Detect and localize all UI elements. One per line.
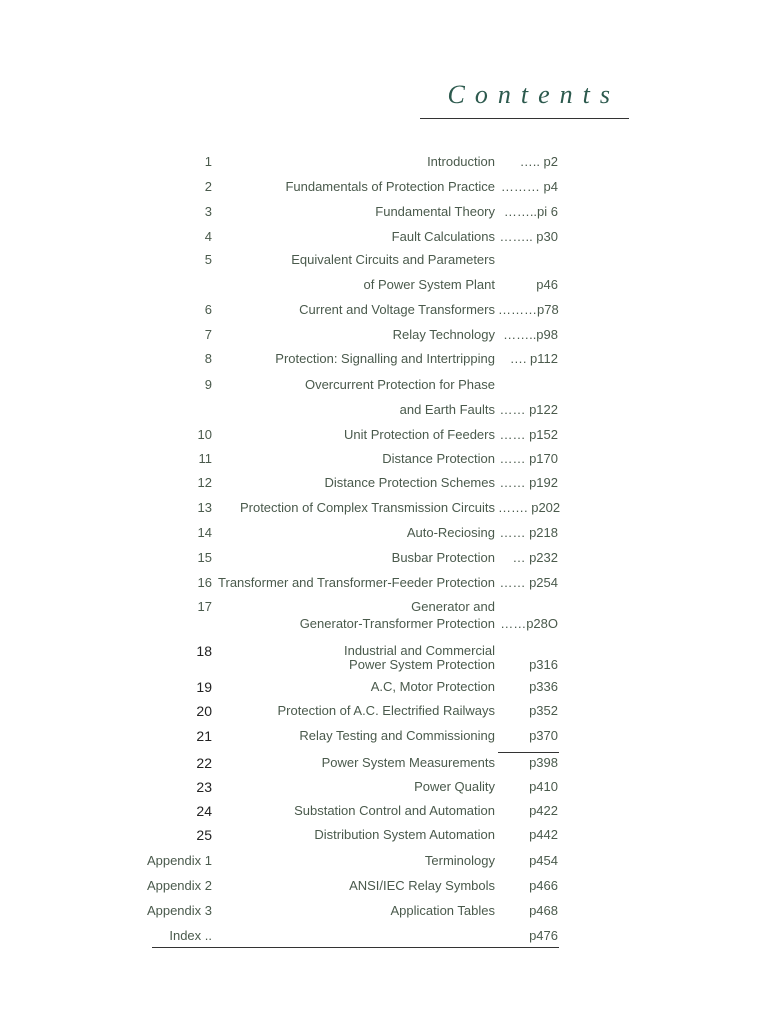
toc-entry[interactable]	[0, 827, 768, 843]
toc-entry-title: Auto-Reciosing	[406, 525, 495, 540]
toc-entry-page: …… p170	[499, 451, 558, 466]
toc-entry[interactable]	[0, 229, 768, 245]
toc-entry-title: A.C, Motor Protection	[370, 679, 495, 694]
toc-entry[interactable]	[0, 525, 768, 541]
toc-entry[interactable]	[0, 154, 768, 170]
toc-entry-number: 24	[196, 803, 212, 819]
toc-entry-page: p46	[536, 277, 558, 292]
toc-entry-page: …… p152	[499, 427, 558, 442]
bottom-rule	[152, 947, 559, 948]
toc-entry-page: ….. p2	[519, 154, 558, 169]
toc-entry-page: p468	[529, 903, 558, 918]
toc-entry-number: 21	[196, 728, 212, 744]
toc-entry-page: p336	[529, 679, 558, 694]
toc-entry[interactable]	[0, 550, 768, 566]
toc-entry-title: Generator-Transformer Protection	[299, 616, 495, 631]
toc-entry[interactable]	[0, 204, 768, 220]
toc-entry[interactable]	[0, 475, 768, 491]
toc-entry-title: Current and Voltage Transformers	[299, 302, 495, 317]
toc-entry-number: 22	[196, 755, 212, 771]
toc-entry-page: p370	[529, 728, 558, 743]
toc-entry[interactable]	[0, 616, 768, 632]
toc-entry-title: Power System Protection	[349, 657, 495, 672]
toc-entry-title: Protection: Signalling and Intertripping	[275, 351, 495, 366]
toc-entry-number: 12	[197, 475, 212, 490]
toc-entry-page: p352	[529, 703, 558, 718]
toc-entry-page: …….. p30	[499, 229, 558, 244]
toc-entry-title: of Power System Plant	[363, 277, 495, 292]
toc-entry-number: 11	[198, 451, 212, 466]
toc-entry-title: and Earth Faults	[399, 402, 495, 417]
toc-entry-page: …… p122	[499, 402, 558, 417]
toc-entry-page: ………p78	[498, 302, 559, 317]
toc-entry-title: Fundamental Theory	[375, 204, 495, 219]
toc-entry-page: ……..pi 6	[503, 204, 558, 219]
toc-entry-number: 1	[204, 154, 212, 169]
toc-entry[interactable]	[0, 657, 768, 673]
toc-entry-number: 14	[197, 525, 212, 540]
toc-entry-page: …… p192	[499, 475, 558, 490]
toc-entry[interactable]	[0, 327, 768, 343]
toc-entry-title: Introduction	[427, 154, 495, 169]
toc-entry[interactable]	[0, 302, 768, 318]
toc-entry-page: …. p112	[509, 351, 558, 366]
toc-entry-page: p442	[529, 827, 558, 842]
toc-entry[interactable]	[0, 451, 768, 467]
toc-entry[interactable]	[0, 427, 768, 443]
toc-entry[interactable]	[0, 179, 768, 195]
toc-entry[interactable]	[0, 878, 768, 894]
section-divider	[498, 752, 559, 753]
toc-entry-number: 18	[196, 643, 212, 659]
toc-entry[interactable]	[0, 779, 768, 795]
toc-entry-page: …… p218	[499, 525, 558, 540]
toc-entry-title: Generator and	[411, 599, 495, 614]
toc-entry-title: Distance Protection Schemes	[324, 475, 495, 490]
toc-entry[interactable]	[0, 903, 768, 919]
toc-entry-number: 23	[196, 779, 212, 795]
toc-entry-title: Unit Protection of Feeders	[343, 427, 495, 442]
toc-entry-title: Busbar Protection	[391, 550, 495, 565]
toc-entry-title: ANSI/IEC Relay Symbols	[349, 878, 495, 893]
toc-entry[interactable]	[0, 679, 768, 695]
toc-entry[interactable]	[0, 500, 768, 516]
toc-entry[interactable]	[0, 703, 768, 719]
toc-entry-number: 3	[204, 204, 212, 219]
toc-entry[interactable]	[0, 402, 768, 418]
toc-entry-title: Relay Testing and Commissioning	[299, 728, 495, 743]
toc-entry-title: Industrial and Commercial	[343, 643, 495, 658]
toc-entry-number: Appendix 3	[146, 903, 212, 918]
toc-entry-page: … p232	[512, 550, 558, 565]
toc-entry-number: 2	[204, 179, 212, 194]
toc-entry-page: p466	[529, 878, 558, 893]
toc-entry[interactable]	[0, 803, 768, 819]
toc-entry-title: Overcurrent Protection for Phase	[304, 377, 495, 392]
toc-entry-number: 5	[204, 252, 212, 267]
toc-entry-number: 13	[197, 500, 212, 515]
toc-entry-number: 4	[204, 229, 212, 244]
toc-entry-number: Appendix 1	[146, 853, 212, 868]
toc-entry[interactable]	[0, 928, 768, 944]
toc-entry-number: 20	[196, 703, 212, 719]
toc-entry-number: 8	[204, 351, 212, 366]
toc-entry-page: p316	[529, 657, 558, 672]
toc-entry-title: Substation Control and Automation	[294, 803, 495, 818]
toc-entry-number: 10	[197, 427, 212, 442]
toc-entry-page: ……. p202	[498, 500, 561, 515]
toc-entry-page: …… p254	[499, 575, 558, 590]
toc-entry-title: Terminology	[424, 853, 495, 868]
toc-entry-number: 15	[197, 550, 212, 565]
toc-entry-number: 7	[204, 327, 212, 342]
toc-entry-title: Distance Protection	[382, 451, 495, 466]
toc-entry-page: p476	[529, 928, 558, 943]
toc-entry-title: Protection of A.C. Electrified Railways	[277, 703, 495, 718]
toc-entry-number: Appendix 2	[146, 878, 212, 893]
toc-entry-page: p454	[529, 853, 558, 868]
toc-entry[interactable]	[0, 728, 768, 744]
toc-entry-title: Equivalent Circuits and Parameters	[291, 252, 495, 267]
toc-entry-title: Distribution System Automation	[314, 827, 495, 842]
toc-entry-number: 17	[197, 599, 212, 614]
toc-entry[interactable]	[0, 377, 768, 393]
toc-entry-page: p422	[529, 803, 558, 818]
toc-entry-page: p398	[529, 755, 558, 770]
toc-entry-number: Index ..	[169, 928, 212, 943]
toc-entry-number: 9	[204, 377, 212, 392]
toc-entry[interactable]	[0, 755, 768, 771]
title-underline	[420, 118, 629, 119]
toc-entry-title: Relay Technology	[392, 327, 495, 342]
toc-entry[interactable]	[0, 599, 768, 615]
toc-entry-title: Protection of Complex Transmission Circuits	[239, 500, 495, 515]
toc-entry-title: Fault Calculations	[391, 229, 495, 244]
toc-entry-page: ……… p4	[500, 179, 558, 194]
toc-entry[interactable]	[0, 575, 768, 591]
toc-entry-title: Power System Measurements	[321, 755, 495, 770]
toc-entry-number: 16	[197, 575, 212, 590]
toc-entry[interactable]	[0, 252, 768, 268]
toc-entry[interactable]	[0, 853, 768, 869]
toc-entry-page: ……p28O	[500, 616, 558, 631]
page-title: Contents	[447, 80, 620, 109]
toc-entry-number: 6	[204, 302, 212, 317]
toc-entry[interactable]	[0, 351, 768, 367]
toc-entry-number: 19	[196, 679, 212, 695]
toc-entry-page: p410	[529, 779, 558, 794]
toc-entry-title: Fundamentals of Protection Practice	[285, 179, 495, 194]
toc-entry-title: Application Tables	[390, 903, 495, 918]
toc-entry-title: Power Quality	[414, 779, 495, 794]
toc-entry-title: Transformer and Transformer-Feeder Protection	[218, 575, 495, 590]
toc-entry[interactable]	[0, 277, 768, 293]
toc-entry-page: ……..p98	[503, 327, 558, 342]
toc-entry-number: 25	[196, 827, 212, 843]
